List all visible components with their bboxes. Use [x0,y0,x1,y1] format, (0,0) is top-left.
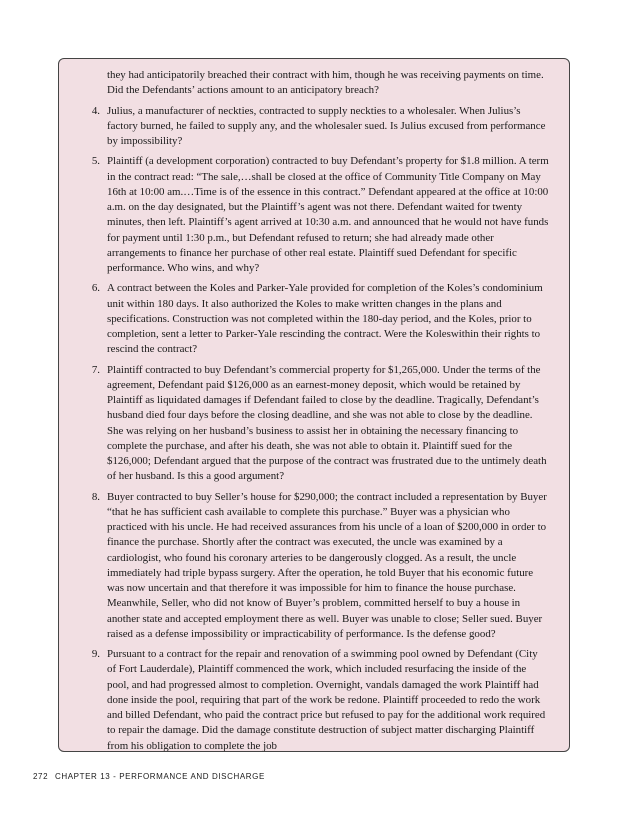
item-text: Buyer contracted to buy Seller’s house for $290,000; the contract included a representation by Buyer “that he has sufficient cash available to complete this purchase.” Buyer was a physician who practiced with his uncle. He had received assurances from his uncle of a loan of $200,000 in order to finance the purchase. Shortly after the contract was executed, the uncle was examined by a cardiologist, who found his coronary arteries to be dangerously clogged. As a result, the uncle immediately had triple bypass surgery. After the operation, he told Buyer that his economic future was now uncertain and that therefore it was impossible for him to finance the house purchase. Meanwhile, Seller, who did not know of Buyer’s problem, committed herself to buy a house in another state and accepted employment there as well. Buyer was unable to close; Seller sued. Buyer raised as a defense impossibility or impracticability of performance. Is the defense good? [107,490,547,640]
exercise-list [84,104,549,753]
item-number: 9. [91,648,100,660]
item-text: Pursuant to a contract for the repair and renovation of a swimming pool owned by Defendant (City of Fort Lauderdale), Plaintiff commenced the work, which included resurfacing the inside of the pool, and had progressed almost to completion. Overnight, vandals damaged the work Plaintiff had done inside the pool, requiring that part of the work be redone. Plaintiff proceeded to redo the work and billed Defendant, who paid the contract price but refused to pay for the additional work required to repair the damage. Did the damage constitute destruction of subject matter discharging Plaintiff from his obligation to complete the job [107,648,546,752]
exercise-item [84,490,549,643]
exercise-item [84,154,549,276]
exercise-item [84,104,549,150]
exercise-item [84,647,549,752]
page-footer [33,772,265,781]
item-number: 4. [91,104,100,117]
exercise-content [84,68,549,752]
item-number: 7. [91,363,100,376]
item-text: Plaintiff contracted to buy Defendant’s commercial property for $1,265,000. Under the terms of the agreement, Defendant paid $126,000 as an earnest-money deposit, which would be retained by Plaintiff as liquidated damages if Defendant failed to close by the deadline. Tragically, Defendant’s husband died four days before the closing deadline, and she was not able to close by the deadline. She was relying on her husband’s business to assist her in obtaining the necessary financing to complete the purchase, and after his death, she was not able to obtain it. Plaintiff sued for the $126,000; Defendant argued that the purpose of the contract was frustrated due to the untimely death of her husband. Is this a good argument? [107,363,547,483]
page-number: 272 [33,772,49,781]
item-number: 5. [91,155,100,168]
exercise-item [84,363,549,485]
exercise-item [84,281,549,357]
continued-paragraph: they had anticipatorily breached their contract with him, though he was receiving payments on time. Did the Defendants’ actions amount to an anticipatory breach? [107,69,544,97]
exercise-box [58,58,570,752]
chapter-title: CHAPTER 13 - PERFORMANCE AND DISCHARGE [54,772,265,781]
item-text: Plaintiff (a development corporation) contracted to buy Defendant’s property for $1.8 million. A term in the contract read: “The sale,…shall be closed at the office of Community Title Company on May 16th at 10:00 am.…Time is of the essence in this contract.” Defendant appeared at the office at 10:00 a.m. on the day designated, but the Plaintiff’s agent was not there. Defendant waited for twenty minutes, then left. Plaintiff’s agent arrived at 10:30 a.m. and announced that he would not have funds for payment until 1:30 p.m., but Defendant refused to return; she had already made other arrangements to finance her purchase of other real estate. Plaintiff sued Defendant for specific performance. Who wins, and why? [107,155,549,274]
item-text: A contract between the Koles and Parker-Yale provided for completion of the Koles’s condominium unit within 180 days. It also authorized the Koles to make written changes in the plans and specifications. Construction was not completed within the 180-day period, and the Koles, prior to completion, sent a letter to Parker-Yale rescinding the contract. Were the Koleswithin their rights to rescind the contract? [107,282,543,356]
item-number: 8. [91,490,100,503]
item-number: 6. [91,282,100,295]
item-text: Julius, a manufacturer of neckties, contracted to supply neckties to a wholesaler. When Julius’s factory burned, he failed to supply any, and the wholesaler sued. Is Julius excused from performance by impossibility? [107,104,546,147]
